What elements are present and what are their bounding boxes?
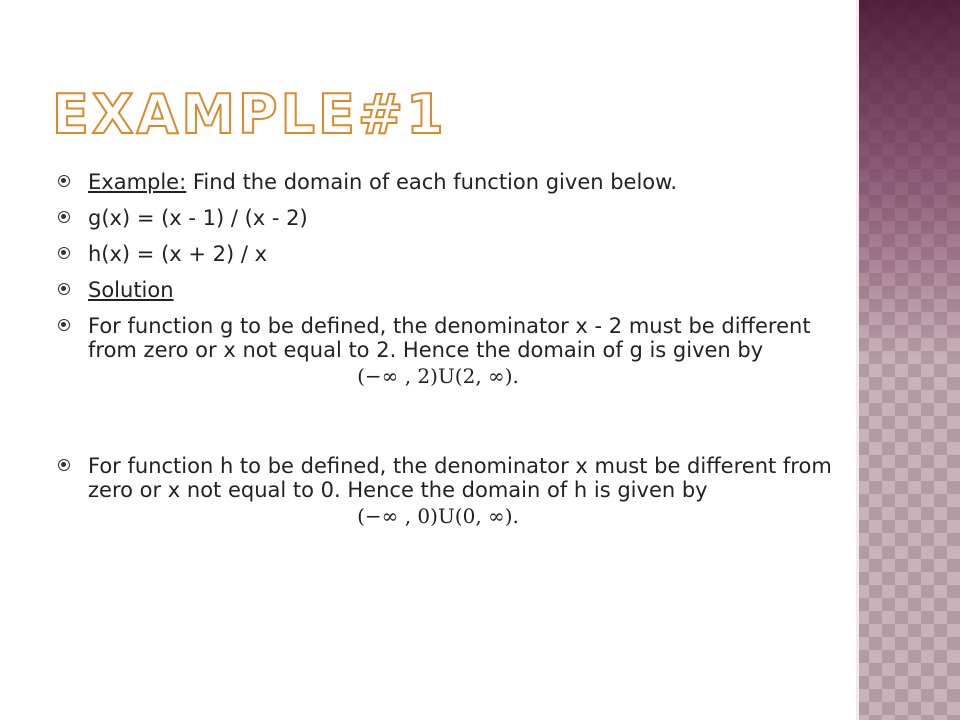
slide-title: EXAMPLE#1 — [52, 83, 447, 146]
spacer — [56, 400, 836, 454]
side-panel-gradient — [856, 0, 960, 360]
bullet-icon — [58, 247, 70, 259]
g-domain-text: For function g to be defined, the denominator x - 2 must be different from zero or x not equal to 2. Hence the domain of g is given by — [88, 314, 811, 362]
side-panel-edge — [856, 0, 859, 720]
g-domain-math: (−∞ , 2)U(2, ∞). — [357, 364, 519, 388]
bullet-g-function — [56, 206, 836, 230]
h-domain-text: For function h to be defined, the denominator x must be different from zero or x not equal to 0. Hence the domain of h is given by — [88, 454, 832, 502]
bullet-icon — [58, 211, 70, 223]
bullet-icon — [58, 175, 70, 187]
bullet-g-domain — [56, 314, 836, 388]
bullet-icon — [58, 283, 70, 295]
bullet-icon — [58, 459, 70, 471]
bullet-solution — [56, 278, 836, 302]
example-text: Find the domain of each function given below. — [186, 170, 678, 194]
bullet-h-domain — [56, 454, 836, 528]
solution-label: Solution — [88, 278, 174, 302]
h-domain-math: (−∞ , 0)U(0, ∞). — [357, 504, 519, 528]
decorative-side-panel — [856, 0, 960, 720]
bullet-icon — [58, 319, 70, 331]
bullet-h-function — [56, 242, 836, 266]
g-function-text: g(x) = (x - 1) / (x - 2) — [88, 206, 308, 230]
h-function-text: h(x) = (x + 2) / x — [88, 242, 268, 266]
slide-content — [56, 170, 836, 540]
bullet-example — [56, 170, 836, 194]
example-label: Example: — [88, 170, 187, 194]
